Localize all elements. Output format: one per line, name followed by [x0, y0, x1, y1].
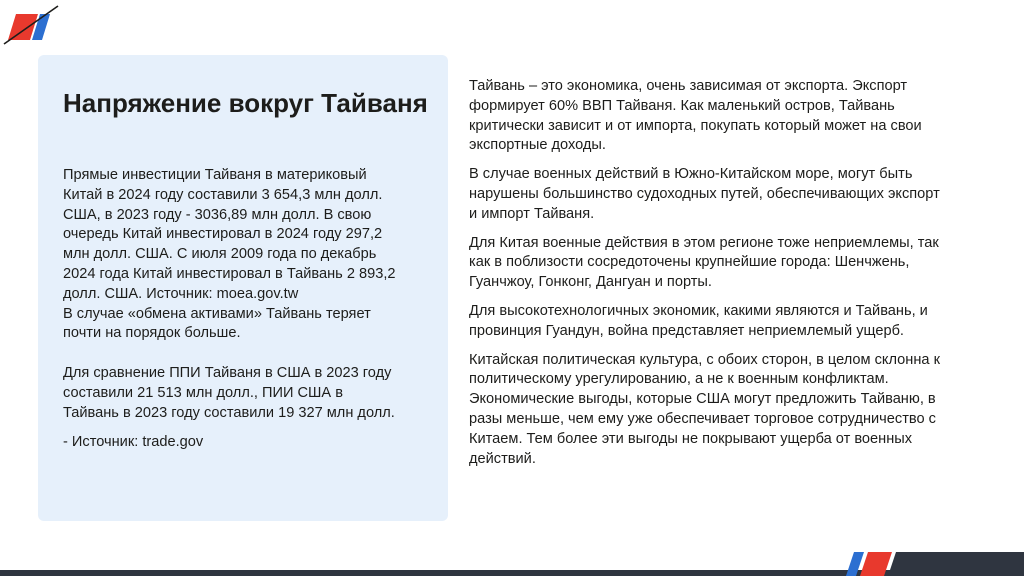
line: Для высокотехнологичных экономик, какими являются и Тайвань, и [469, 302, 928, 319]
line: как в поблизости сосредоточены крупнейшие города: Шенчжень, [469, 254, 910, 271]
card-line: млн долл. США. С июля 2009 года по декабрь [63, 246, 377, 263]
line: Китаем. Тем более эти выгоды не покрывают ущерба от военных [469, 430, 913, 447]
paragraph [469, 351, 984, 470]
card-line: почти на порядок больше. [63, 325, 241, 342]
line: Для Китая военные действия в этом регионе тоже неприемлемы, так [469, 234, 939, 251]
line: действий. [469, 450, 536, 467]
right-column [469, 77, 984, 478]
card-line: 2024 года Китай инвестировал в Тайвань 2 893,2 [63, 265, 396, 282]
line: политическому урегулированию, а не к военным конфликтам. [469, 371, 889, 388]
page-title: Напряжение вокруг Тайваня [63, 88, 428, 118]
card-line: В случае «обмена активами» Тайвань теряет [63, 305, 371, 322]
card-line: очередь Китай инвестировал в 2024 году 297,2 [63, 226, 383, 243]
line: Гуанчжоу, Гонконг, Дангуан и порты. [469, 274, 712, 291]
line: нарушены большинство судоходных путей, обеспечивающих экспорт [469, 185, 940, 202]
card-line: США, в 2023 году - 3036,89 млн долл. В свою [63, 206, 372, 223]
card-line: Для сравнение ППИ Тайваня в США в 2023 году [63, 365, 392, 382]
line: разы меньше, чем ему уже обеспечивает торговое сотрудничество с [469, 410, 936, 427]
paragraph [469, 165, 984, 224]
card-body [63, 166, 443, 452]
card-line: составили 21 513 млн долл., ПИИ США в [63, 384, 343, 401]
line: провинция Гуандун, война представляет неприемлемый ущерб. [469, 322, 904, 339]
card-line: Прямые инвестиции Тайваня в материковый [63, 167, 367, 183]
brand-logo-icon [0, 0, 64, 48]
line: Китайская политическая культура, с обоих сторон, в целом склонна к [469, 351, 940, 368]
line: критически зависит и от импорта, покупать который может на свои [469, 117, 922, 134]
line: Экономические выгоды, которые США могут предложить Тайваню, в [469, 391, 936, 408]
line: В случае военных действий в Южно-Китайском море, могут быть [469, 166, 913, 183]
card-source: - Источник: trade.gov [63, 433, 204, 450]
paragraph [469, 77, 984, 156]
line: формирует 60% ВВП Тайваня. Как маленький остров, Тайвань [469, 97, 895, 114]
paragraph [469, 302, 984, 342]
line: Тайвань – это экономика, очень зависимая от экспорта. Экспорт [469, 78, 908, 94]
paragraph [469, 234, 984, 293]
line: экспортные доходы. [469, 137, 606, 154]
footer-stripes-icon [838, 546, 1024, 576]
card-line: Китай в 2024 году составили 3 654,3 млн долл. [63, 186, 383, 203]
card-line: Тайвань в 2023 году составили 19 327 млн долл. [63, 404, 395, 421]
line: и импорт Тайваня. [469, 205, 595, 222]
card-line: долл. США. Источник: moea.gov.tw [63, 285, 299, 302]
